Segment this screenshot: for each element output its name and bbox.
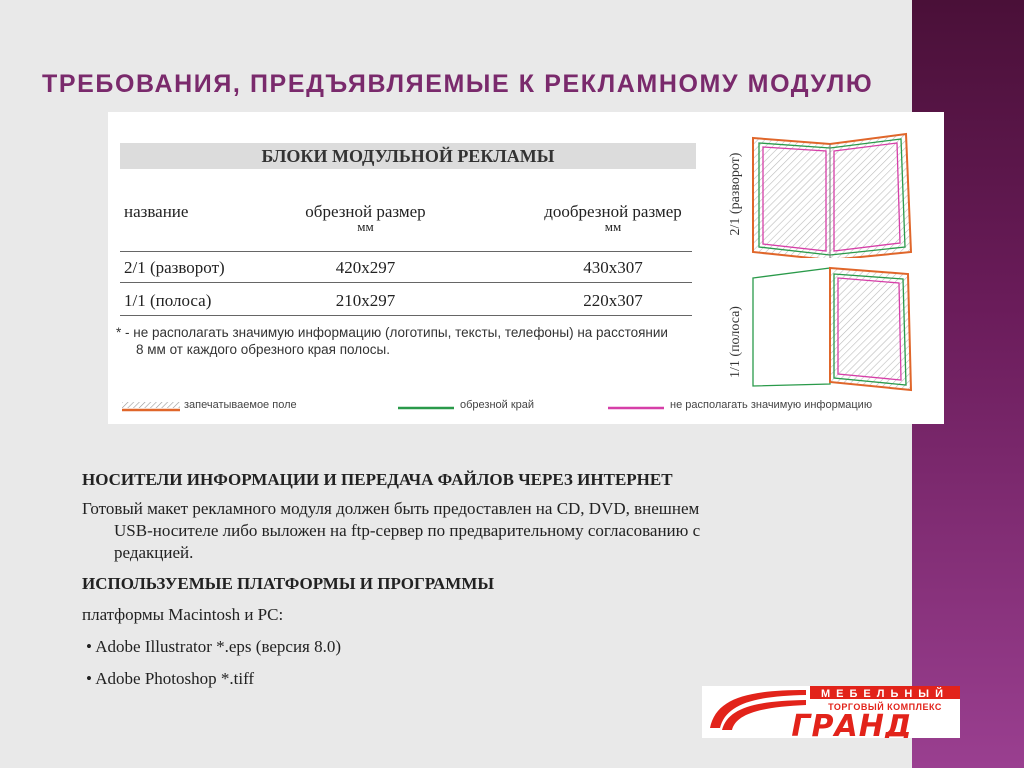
logo-brand: ГРАНД [791, 709, 913, 738]
grand-logo [702, 686, 960, 738]
heading-media: НОСИТЕЛИ ИНФОРМАЦИИ И ПЕРЕДАЧА ФАЙЛОВ ЧЕРЕЗ ИНТЕРНЕТ [82, 470, 673, 489]
row2-bleed: 220x307 [583, 291, 643, 310]
row2-trim: 210x297 [335, 291, 396, 310]
modular-ad-figure [108, 112, 944, 424]
row1-bleed: 430x307 [583, 258, 643, 277]
header-trim: обрезной размер [305, 202, 426, 221]
para-media-line-3: редакцией. [114, 543, 194, 562]
table-rule [120, 282, 692, 283]
platforms-line: платформы Macintosh и PC: [82, 605, 284, 624]
software-item-photoshop: • Adobe Photoshop *.tiff [86, 669, 255, 688]
slide-title: ТРЕБОВАНИЯ, ПРЕДЪЯВЛЯЕМЫЕ К РЕКЛАМНОМУ МОДУЛЮ [42, 70, 874, 98]
row1-trim: 420x297 [335, 258, 396, 277]
note-line-2: 8 мм от каждого обрезного края полосы. [136, 342, 390, 357]
table-rule [120, 251, 692, 252]
page-diagram [748, 266, 918, 394]
legend-trim: обрезной край [460, 399, 535, 411]
row2-name: 1/1 (полоса) [124, 291, 212, 310]
para-media-line-1: Готовый макет рекламного модуля должен быть предоставлен на CD, DVD, внешнем [82, 499, 700, 518]
trim-edge-swatch-icon [398, 402, 454, 412]
page-label: 1/1 (полоса) [728, 306, 743, 378]
row1-name: 2/1 (разворот) [124, 258, 225, 277]
table-title: БЛОКИ МОДУЛЬНОЙ РЕКЛАМЫ [120, 143, 696, 169]
logo-line2: ТОРГОВЫЙ КОМПЛЕКС [828, 702, 942, 712]
header-trim-unit: мм [357, 219, 374, 234]
legend-printed: запечатываемое поле [184, 399, 297, 411]
printed-area-swatch-icon [122, 402, 180, 412]
logo-swoosh-icon [702, 686, 960, 738]
table-rule [120, 315, 692, 316]
spread-diagram [748, 128, 918, 258]
header-bleed: дообрезной размер [544, 202, 682, 221]
spread-label: 2/1 (разворот) [728, 152, 743, 236]
heading-platforms: ИСПОЛЬЗУЕМЫЕ ПЛАТФОРМЫ И ПРОГРАММЫ [82, 574, 495, 593]
legend-no-info: не располагать значимую информацию [670, 399, 873, 411]
header-bleed-unit: мм [604, 219, 622, 234]
requirements-text [82, 470, 882, 690]
para-media-line-2: USB-носителе либо выложен на ftp-сервер по предварительному согласованию с [114, 521, 701, 540]
header-name: название [124, 202, 189, 221]
note-line-1: * - не располагать значимую информацию (логотипы, тексты, телефоны) на расстоянии [116, 325, 668, 340]
software-item-illustrator: • Adobe Illustrator *.eps (версия 8.0) [86, 637, 342, 656]
table-note [116, 324, 668, 358]
logo-line1: МЕБЕЛЬНЫЙ [821, 688, 949, 700]
no-info-swatch-icon [608, 402, 664, 412]
